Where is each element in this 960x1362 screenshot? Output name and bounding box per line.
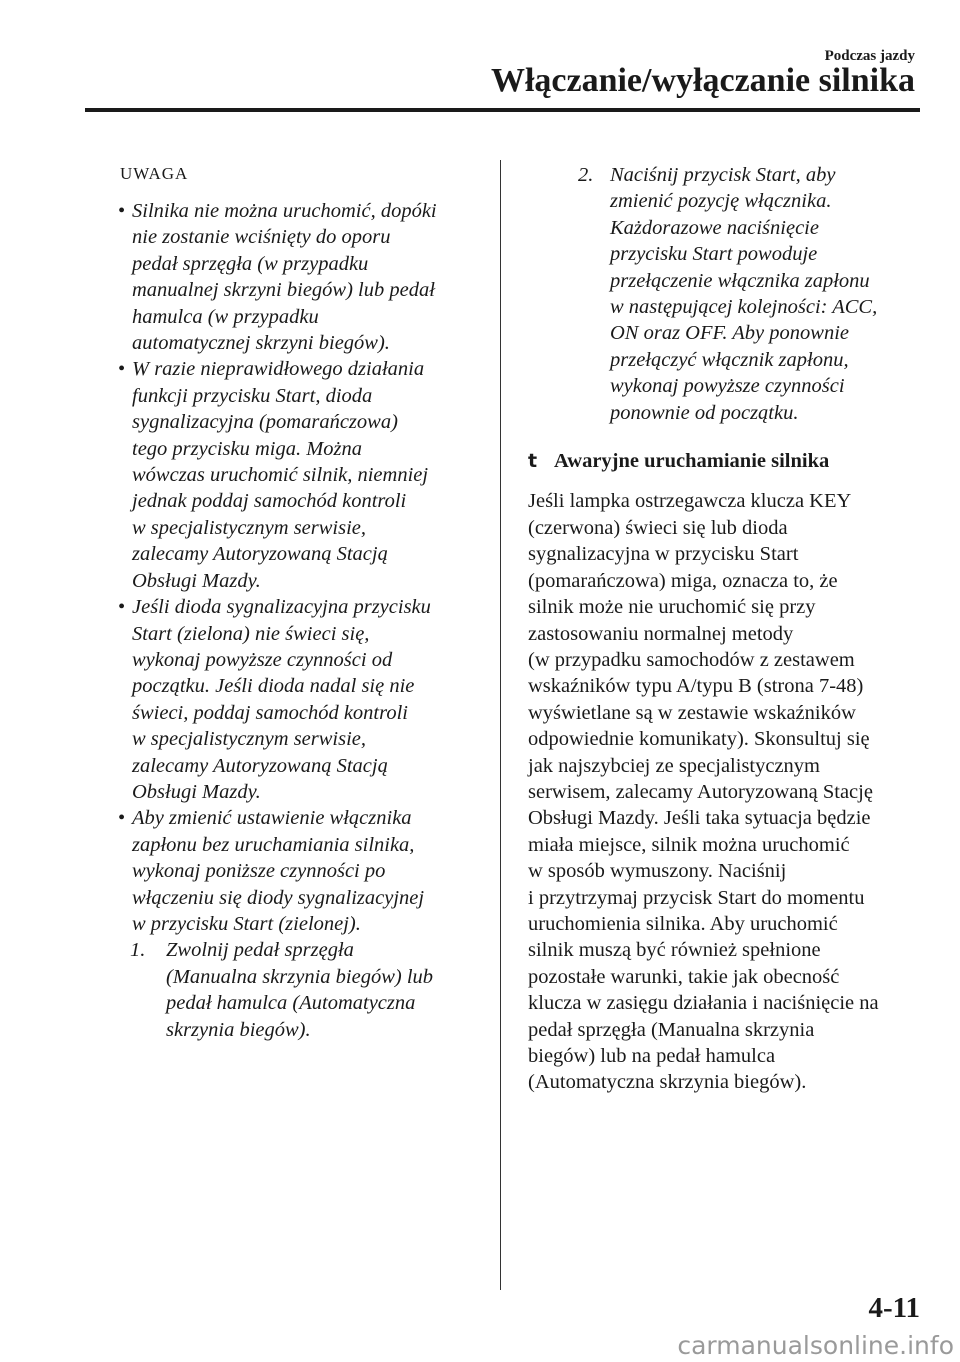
- section-heading-text: Awaryjne uruchamianie silnika: [554, 450, 830, 473]
- text-line: (czerwona) świeci się lub dioda: [528, 516, 788, 539]
- note-step: [108, 937, 490, 1043]
- text-line: ON oraz OFF. Aby ponownie: [610, 322, 849, 345]
- text-line: (Automatyczna skrzynia biegów).: [528, 1071, 807, 1094]
- page-number: 4-11: [868, 1292, 920, 1324]
- text-line: przycisku Start powoduje: [610, 243, 818, 266]
- note-label: UWAGA: [120, 164, 189, 183]
- text-line: Aby zmienić ustawienie włącznika: [132, 807, 412, 830]
- text-line: W razie nieprawidłowego działania: [132, 358, 425, 381]
- text-line: skrzynia biegów).: [166, 1018, 311, 1041]
- section-body: [528, 488, 920, 1095]
- column-divider: [500, 160, 501, 1290]
- bullet-marker: •: [118, 358, 126, 381]
- text-line: świeci, poddaj samochód kontroli: [132, 701, 408, 724]
- text-line: w specjalistycznym serwisie,: [132, 516, 367, 539]
- bullet-marker: •: [118, 596, 126, 619]
- text-line: Zwolnij pedał sprzęgła: [166, 939, 354, 962]
- section-heading: [528, 448, 920, 474]
- text-line: Start (zielona) nie świeci się,: [132, 622, 370, 645]
- content-column: [528, 162, 920, 1096]
- text-line: zmienić pozycję włącznika.: [610, 190, 832, 213]
- step-number: 2.: [578, 164, 594, 186]
- text-line: sygnalizacyjna (pomarańczowa): [132, 411, 398, 434]
- text-line: pedał sprzęgła (w przypadku: [132, 252, 369, 275]
- note-step: [528, 162, 920, 426]
- text-line: Obsługi Mazdy. Jeśli taka sytuacja będzie: [528, 807, 871, 830]
- text-line: odpowiednie komunikaty). Skonsultuj się: [528, 728, 870, 751]
- note-bullet: [108, 805, 490, 937]
- page-title: Włączanie/wyłączanie silnika: [490, 62, 915, 99]
- header-rule: [85, 108, 920, 112]
- text-line: zastosowaniu normalnej metody: [528, 622, 794, 645]
- text-line: (pomarańczowa) miga, oznacza to, że: [528, 569, 838, 592]
- watermark: carmanualsonline.info: [677, 1331, 954, 1360]
- text-line: włączeniu się diody sygnalizacyjnej: [132, 886, 425, 909]
- text-line: wskaźników typu A/typu B (strona 7-48): [528, 675, 864, 698]
- text-line: automatycznej skrzyni biegów).: [132, 332, 390, 355]
- text-line: pedał sprzęgła (Manualna skrzynia: [528, 1018, 815, 1041]
- text-line: klucza w zasięgu działania i naciśnięcie na: [528, 992, 879, 1015]
- text-line: Silnika nie można uruchomić, dopóki: [132, 200, 437, 222]
- text-line: nie zostanie wciśnięty do oporu: [132, 226, 391, 249]
- text-line: Naciśnij przycisk Start, aby: [610, 164, 836, 186]
- text-line: tego przycisku miga. Można: [132, 437, 363, 460]
- note-bullet: [108, 356, 490, 594]
- text-line: (Manualna skrzynia biegów) lub: [166, 965, 434, 988]
- text-line: Każdorazowe naciśnięcie: [610, 216, 819, 239]
- text-line: zapłonu bez uruchamiania silnika,: [132, 833, 415, 856]
- text-line: pedał hamulca (Automatyczna: [166, 992, 416, 1015]
- text-line: manualnej skrzyni biegów) lub pedał: [132, 279, 435, 302]
- text-line: jednak poddaj samochód kontroli: [132, 490, 407, 513]
- section-marker-icon: t: [528, 450, 538, 473]
- text-line: miała miejsce, silnik można uruchomić: [528, 833, 850, 856]
- note-bullet: [108, 594, 490, 805]
- text-line: ponownie od początku.: [610, 401, 799, 424]
- text-line: zalecamy Autoryzowaną Stacją: [132, 754, 388, 777]
- step-number: 1.: [130, 939, 146, 962]
- text-line: pozostałe warunki, takie jak obecność: [528, 965, 840, 988]
- text-line: w specjalistycznym serwisie,: [132, 728, 367, 751]
- text-line: Obsługi Mazdy.: [132, 780, 261, 803]
- note-bullet: [108, 198, 490, 356]
- bullet-marker: •: [118, 200, 126, 222]
- text-line: wykonaj poniższe czynności po: [132, 860, 386, 883]
- text-line: w następującej kolejności: ACC,: [610, 296, 878, 319]
- text-line: wyświetlane są w zestawie wskaźników: [528, 701, 856, 724]
- text-line: przełączenie włącznika zapłonu: [610, 269, 870, 292]
- text-line: funkcji przycisku Start, dioda: [132, 384, 373, 407]
- text-line: zalecamy Autoryzowaną Stacją: [132, 543, 388, 566]
- text-line: wykonaj powyższe czynności: [610, 375, 845, 398]
- text-line: serwisem, zalecamy Autoryzowaną Stację: [528, 780, 873, 803]
- text-line: silnik muszą być również spełnione: [528, 939, 821, 962]
- text-line: i przytrzymaj przycisk Start do momentu: [528, 886, 865, 909]
- bullet-marker: •: [118, 807, 126, 830]
- text-line: silnik może nie uruchomić się przy: [528, 596, 816, 619]
- text-line: przełączyć włącznik zapłonu,: [610, 348, 849, 371]
- section-header: Podczas jazdy: [824, 48, 915, 64]
- text-line: sygnalizacyjna w przycisku Start: [528, 543, 799, 566]
- text-line: jak najszybciej ze specjalistycznym: [528, 754, 821, 777]
- text-line: Jeśli dioda sygnalizacyjna przycisku: [132, 596, 431, 619]
- text-line: uruchomienia silnika. Aby uruchomić: [528, 912, 838, 935]
- text-line: hamulca (w przypadku: [132, 305, 319, 328]
- text-line: wykonaj powyższe czynności od: [132, 648, 393, 671]
- text-line: biegów) lub na pedał hamulca: [528, 1045, 776, 1067]
- note-column: [108, 162, 490, 1043]
- text-line: wówczas uruchomić silnik, niemniej: [132, 464, 429, 487]
- text-line: (w przypadku samochodów z zestawem: [528, 648, 855, 671]
- text-line: początku. Jeśli dioda nadal się nie: [132, 675, 415, 698]
- text-line: w sposób wymuszony. Naciśnij: [528, 860, 787, 883]
- text-line: Jeśli lampka ostrzegawcza klucza KEY: [528, 490, 852, 513]
- text-line: w przycisku Start (zielonej).: [132, 912, 361, 935]
- text-line: Obsługi Mazdy.: [132, 569, 261, 592]
